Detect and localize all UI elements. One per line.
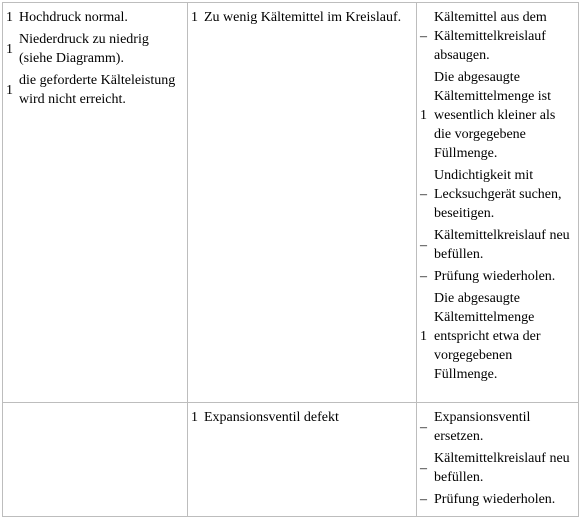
remedy-entry: [420, 166, 575, 223]
remedy-entry: [420, 490, 575, 509]
cause-text: Expansionsventil defekt: [204, 410, 339, 425]
remedy-text: Undichtigkeit mit Lecksuchgerät suchen, beseitigen.: [434, 168, 562, 221]
remedy-text: Die abgesaugte Kältemittelmenge ist wesentlich kleiner als die vorgegebene Füllmenge.: [434, 70, 556, 161]
cause-entry: [191, 408, 413, 427]
remedy-text: Kältemittel aus dem Kältemittelkreislauf absaugen.: [434, 10, 547, 63]
list-marker: 1: [420, 108, 427, 123]
list-marker: –: [420, 269, 427, 284]
remedy-entry: [420, 226, 575, 264]
remedy-text: Expansionsventil ersetzen.: [434, 410, 531, 444]
symptom-entry: [6, 30, 184, 68]
list-marker: –: [420, 492, 427, 507]
list-marker: 1: [420, 329, 427, 344]
list-marker: 1: [6, 82, 13, 98]
list-marker: –: [420, 460, 427, 476]
remedies-cell: [417, 403, 579, 517]
remedy-text: Prüfung wiederholen.: [434, 269, 556, 284]
remedy-entry: [420, 68, 575, 163]
remedy-entry: [420, 267, 575, 286]
list-marker: 1: [191, 410, 198, 425]
symptoms-cell: [3, 3, 188, 403]
list-marker: 1: [191, 10, 198, 25]
remedy-text: Die abgesaugte Kältemittelmenge entspricht etwa der vorgegebenen Füllmenge.: [434, 291, 541, 382]
list-marker: –: [420, 187, 427, 202]
causes-cell: [188, 403, 417, 517]
symptom-text: Hochdruck normal.: [19, 10, 128, 25]
list-marker: –: [420, 419, 427, 435]
table-row: [3, 403, 579, 517]
remedy-text: Prüfung wiederholen.: [434, 492, 556, 507]
table-row: [3, 3, 579, 403]
causes-cell: [188, 3, 417, 403]
list-marker: –: [420, 29, 427, 44]
list-marker: –: [420, 237, 427, 253]
symptom-entry: [6, 8, 184, 27]
symptom-text: Niederdruck zu niedrig (siehe Diagramm).: [19, 32, 149, 66]
symptom-text: die geforderte Kälteleistung wird nicht erreicht.: [19, 73, 176, 107]
cause-text: Zu wenig Kältemittel im Kreislauf.: [204, 10, 402, 25]
symptom-entry: [6, 71, 184, 109]
remedy-entry: [420, 449, 575, 487]
cause-entry: [191, 8, 413, 27]
remedies-cell: [417, 3, 579, 403]
remedy-entry: [420, 289, 575, 384]
remedy-text: Kältemittelkreislauf neu befüllen.: [434, 451, 570, 485]
remedy-entry: [420, 408, 575, 446]
troubleshooting-table: [2, 2, 579, 517]
symptoms-cell: [3, 403, 188, 517]
remedy-text: Kältemittelkreislauf neu befüllen.: [434, 228, 570, 262]
list-marker: 1: [6, 10, 13, 25]
remedy-entry: [420, 8, 575, 65]
list-marker: 1: [6, 41, 13, 57]
